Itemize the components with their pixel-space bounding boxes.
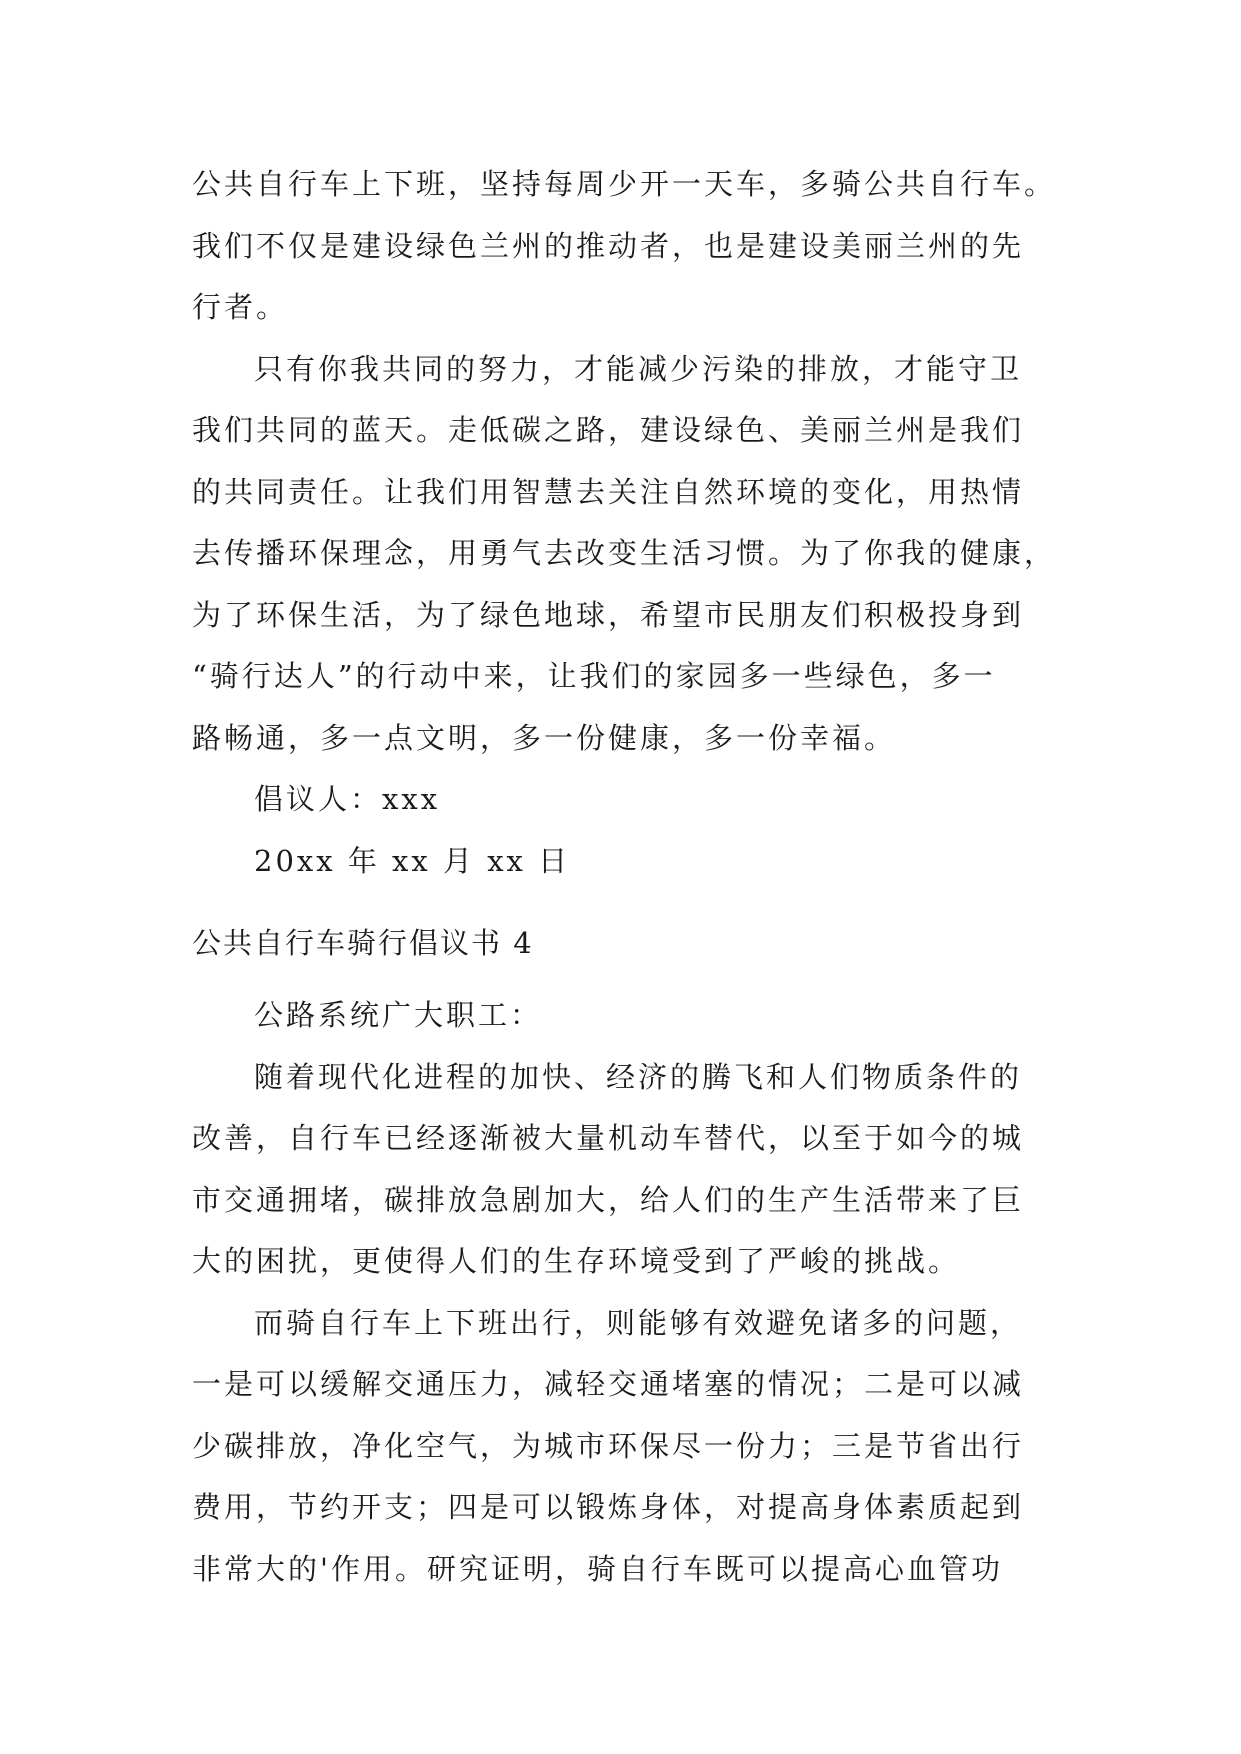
paragraph-line: 行者。 [192, 290, 289, 324]
paragraph-line: 路畅通，多一点文明，多一份健康，多一份幸福。 [192, 720, 897, 755]
paragraph-line: “骑行达人”的行动中来，让我们的家园多一些绿色，多一 [192, 659, 996, 693]
signatory-line: 倡议人：xxx [254, 782, 441, 816]
section-title: 公共自行车骑行倡议书 4 [192, 926, 534, 960]
paragraph-line: 的共同责任。让我们用智慧去关注自然环境的变化，用热情 [192, 474, 1025, 509]
section-1-body [192, 154, 1057, 892]
paragraph-line: 改善，自行车已经逐渐被大量机动车替代，以至于如今的城 [192, 1121, 1025, 1155]
paragraph-line: 我们不仅是建设绿色兰州的推动者，也是建设美丽兰州的先 [192, 228, 1025, 263]
paragraph-line: 费用，节约开支；四是可以锻炼身体，对提高身体素质起到 [192, 1490, 1025, 1524]
paragraph-line: 大的困扰，更使得人们的生存环境受到了严峻的挑战。 [192, 1244, 961, 1278]
paragraph-line: 少碳排放，净化空气，为城市环保尽一份力；三是节省出行 [192, 1428, 1025, 1463]
paragraph-line: 为了环保生活，为了绿色地球，希望市民朋友们积极投身到 [192, 597, 1025, 632]
paragraph-line: 我们共同的蓝天。走低碳之路，建设绿色、美丽兰州是我们 [192, 413, 1025, 447]
salutation-line: 公路系统广大职工： [254, 998, 543, 1032]
paragraph-line: 非常大的'作用。研究证明，骑自行车既可以提高心血管功 [192, 1551, 1003, 1586]
section-2-body [192, 985, 1052, 1600]
paragraph-line: 公共自行车上下班，坚持每周少开一天车，多骑公共自行车。 [192, 167, 1057, 201]
paragraph-line: 一是可以缓解交通压力，减轻交通堵塞的情况；二是可以减 [192, 1367, 1025, 1401]
paragraph-line: 只有你我共同的努力，才能减少污染的排放，才能守卫 [254, 351, 1023, 386]
paragraph-line: 随着现代化进程的加快、经济的腾飞和人们物质条件的 [254, 1059, 1023, 1094]
date-line: 20xx 年 xx 月 xx 日 [254, 843, 571, 878]
paragraph-line: 而骑自行车上下班出行，则能够有效避免诸多的问题， [254, 1305, 1023, 1340]
paragraph-line: 去传播环保理念，用勇气去改变生活习惯。为了你我的健康， [192, 536, 1057, 570]
paragraph-line: 市交通拥堵，碳排放急剧加大，给人们的生产生活带来了巨 [192, 1182, 1025, 1217]
